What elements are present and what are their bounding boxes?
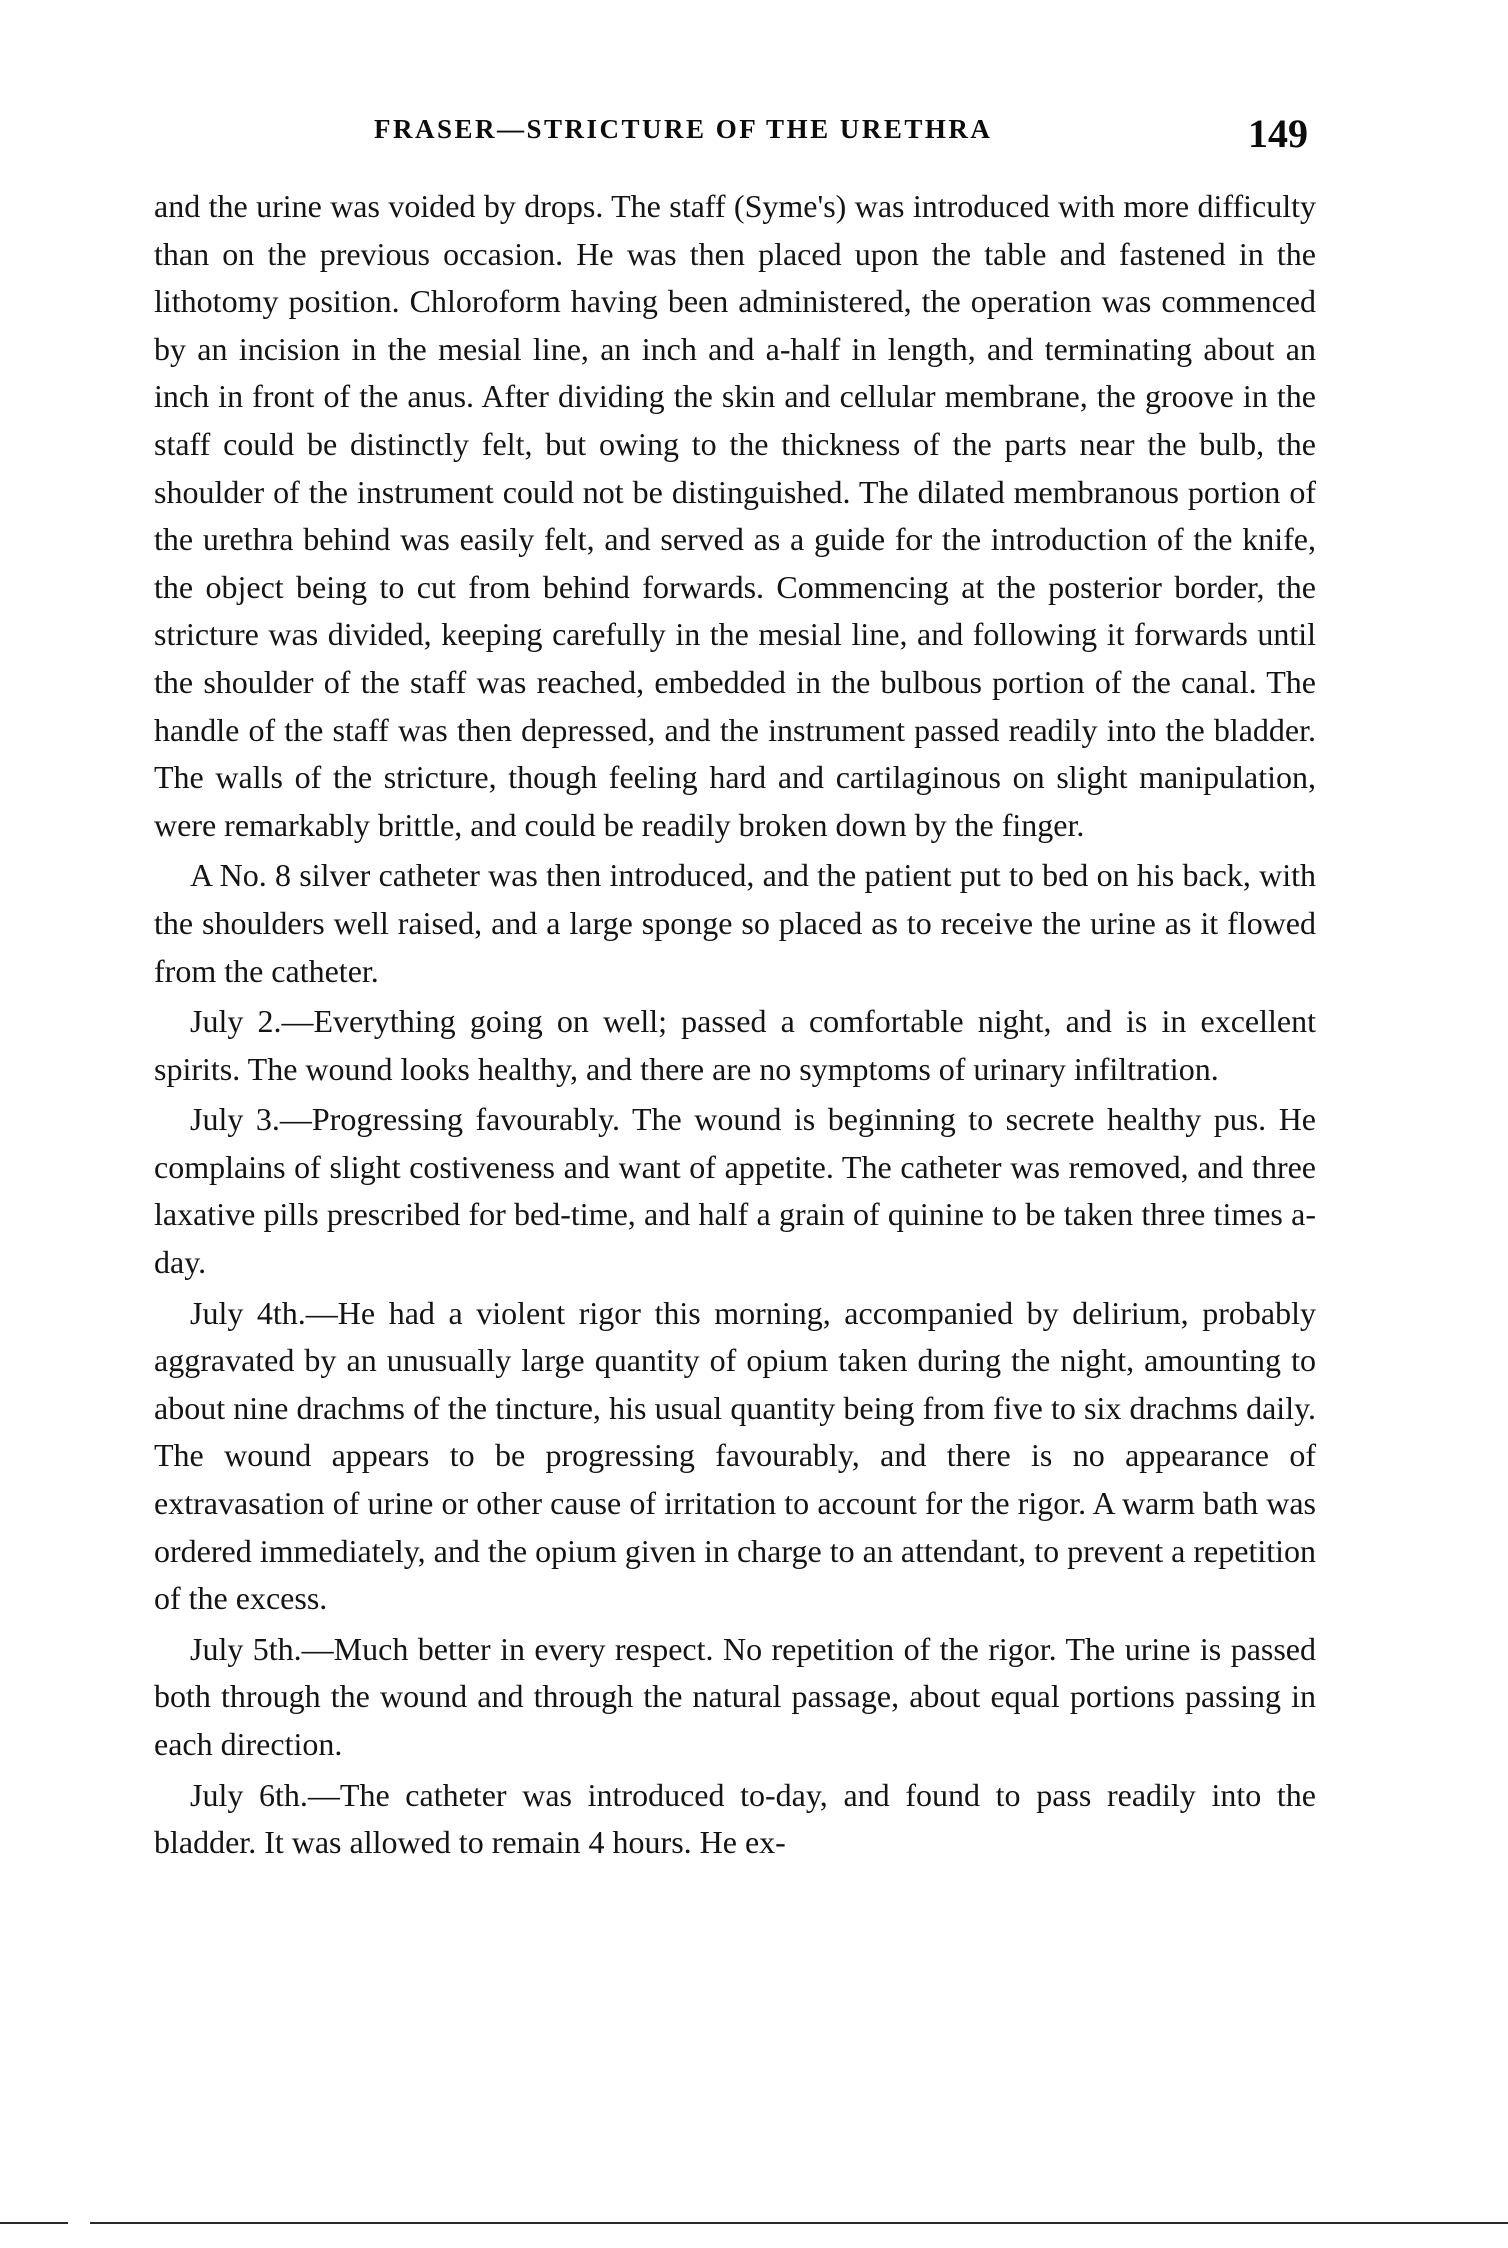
paragraph-catheter: A No. 8 silver catheter was then introduced, and the patient put to bed on his back, with the shoulders well raised, and a large sponge so placed as to receive the urine as it flowed from the catheter. [154,857,1316,989]
running-head [154,112,1314,160]
paragraph-operation: and the urine was voided by drops. The staff (Syme's) was introduced with more difficulty than on the previous occasion. He was then placed upon the table and fastened in the lithotomy position. Chloroform having been administered, the operation was commenced by an incision in the mesial line, an inch and a-half in length, and terminating about an inch in front of the anus. After dividing the skin and cellular membrane, the groove in the staff could be distinctly felt, but owing to the thickness of the parts near the bulb, the shoulder of the instrument could not be distinguished. The dilated membranous portion of the urethra behind was easily felt, and served as a guide for the introduction of the knife, the object being to cut from behind forwards. Commencing at the posterior border, the stricture was divided, keeping carefully in the mesial line, and following it forwards until the shoulder of the staff was reached, embedded in the bulbous portion of the canal. The handle of the staff was then depressed, and the instrument passed readily into the bladder. The walls of the stricture, though feeling hard and cartilaginous on slight manipulation, were remarkably brittle, and could be readily broken down by the finger. [154,188,1316,843]
paragraph-july-2: July 2.—Everything going on well; passed a comfortable night, and is in excellent spirits. The wound looks healthy, and there are no symptoms of urinary infiltration. [154,1003,1316,1087]
page-number: 149 [1248,111,1308,156]
paragraph-july-4: July 4th.—He had a violent rigor this morning, accompanied by delirium, probably aggravated by an unusually large quantity of opium taken during the night, amounting to about nine drachms of the tincture, his usual quantity being from five to six drachms daily. The wound appears to be progressing favourably, and there is no appearance of extravasation of urine or other cause of irritation to account for the rigor. A warm bath was ordered immediately, and the opium given in charge to an attendant, to prevent a repetition of the excess. [154,1294,1316,1617]
paragraph-july-3: July 3.—Progressing favourably. The wound is beginning to secrete healthy pus. He complains of slight costiveness and want of appetite. The catheter was removed, and three laxative pills prescribed for bed-time, and half a grain of quinine to be taken three times a-day. [154,1101,1316,1281]
body-text [154,183,1316,1870]
paragraph-july-5: July 5th.—Much better in every respect. No repetition of the rigor. The urine is passed both through the wound and through the natural passage, about equal portions passing in each direction. [154,1630,1316,1762]
footer-rule-left [0,2222,68,2224]
paragraph-july-6: July 6th.—The catheter was introduced to-day, and found to pass readily into the bladder. It was allowed to remain 4 hours. He ex- [154,1776,1316,1861]
footer-rule-right [90,2222,1508,2224]
running-title: FRASER—STRICTURE OF THE URETHRA [374,114,993,144]
